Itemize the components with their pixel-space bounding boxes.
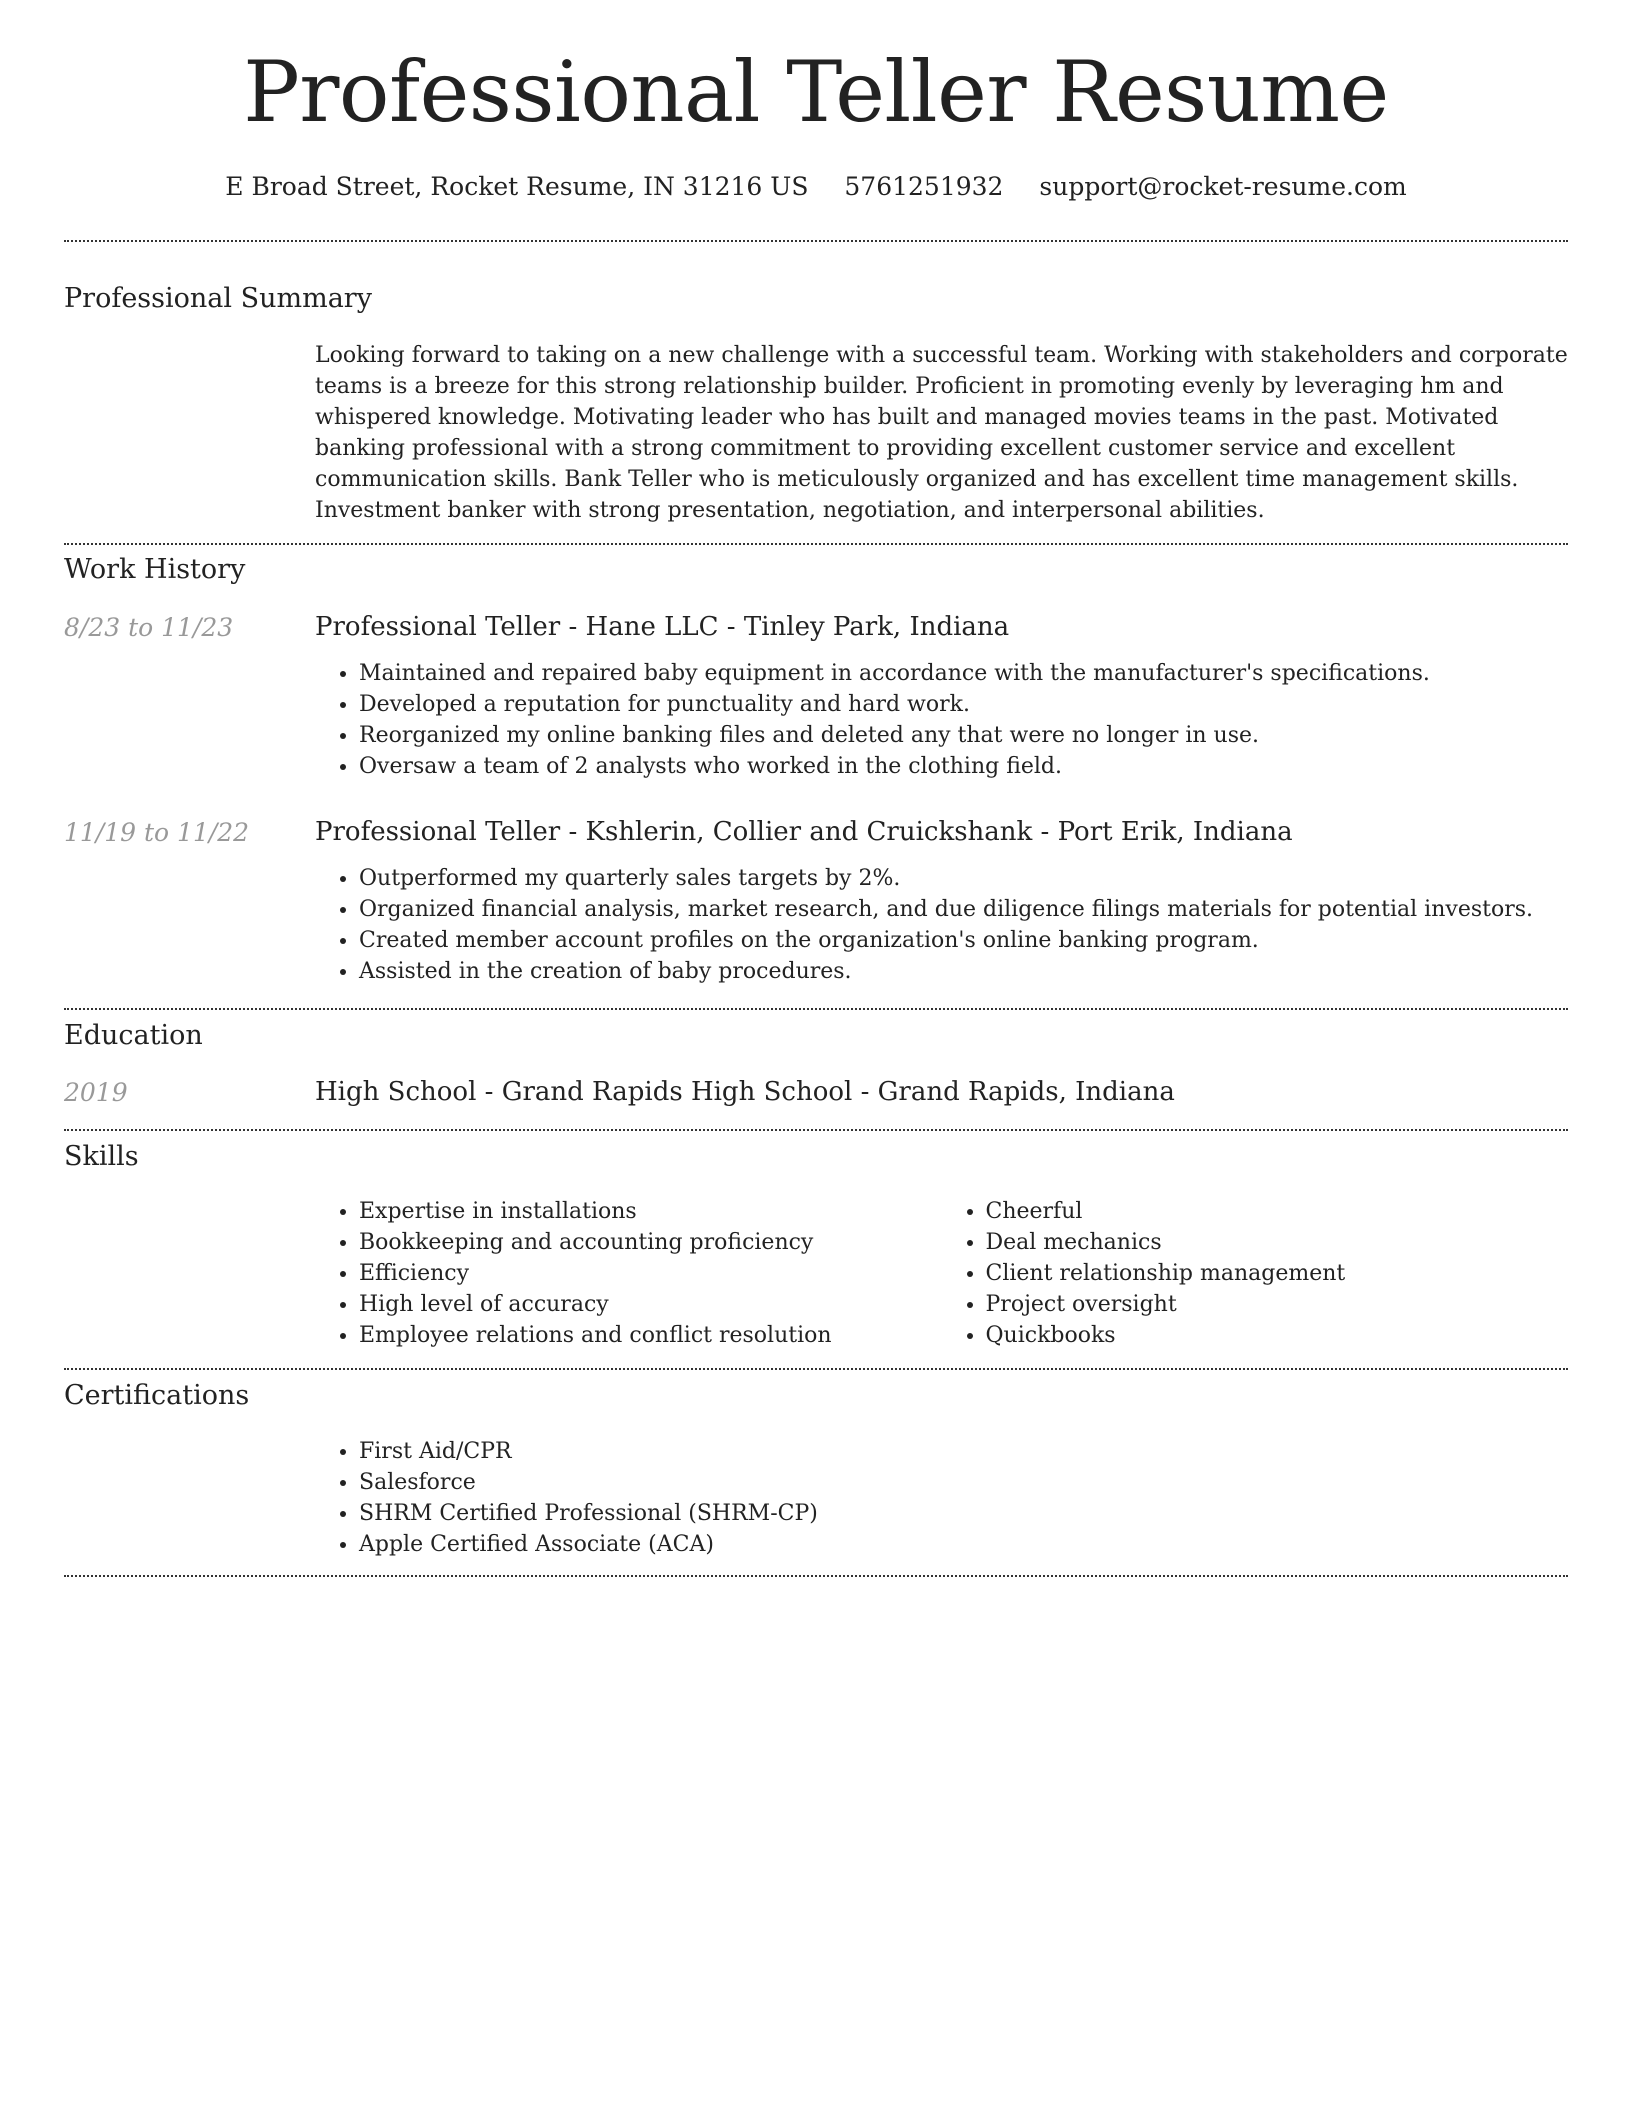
job-bullet: • Oversaw a team of 2 analysts who worked in the clothing field. — [359, 751, 1568, 782]
job-dates: 11/19 to 11/22 — [64, 818, 250, 847]
skills-list-left — [315, 1196, 942, 1351]
skill-item: • Employee relations and conflict resolution — [359, 1320, 942, 1351]
education-entry — [315, 1077, 1568, 1107]
education-line — [315, 1077, 1568, 1107]
job-bullet: • Organized financial analysis, market research, and due diligence filings materials for potential investors. — [359, 894, 1568, 925]
contact-email: support@rocket-resume.com — [1039, 172, 1407, 201]
job-details: - Kshlerin, Collier and Cruickshank - Port Erik, Indiana — [560, 817, 1293, 847]
job-details: - Hane LLC - Tinley Park, Indiana — [560, 612, 1010, 642]
skill-item: • Cheerful — [986, 1196, 1569, 1227]
education-degree: High School — [315, 1077, 477, 1107]
divider — [64, 1368, 1568, 1370]
summary-text: Looking forward to taking on a new challenge with a successful team. Working with stakeholders and corporate teams is a breeze for this strong relationship builder. Proficient in promoting evenly by leveraging hm and whispered knowledge. Motivating leader who has built and managed movies teams in the past. Motivated banking professional with a strong commitment to providing excellent customer service and excellent communication skills. Bank Teller who is meticulously organized and has excellent time management skills. Investment banker with strong presentation, negotiation, and interpersonal abilities. — [315, 343, 1568, 523]
certifications-list — [315, 1436, 1568, 1560]
skill-item: • Quickbooks — [986, 1320, 1569, 1351]
job-bullets — [315, 658, 1568, 782]
divider — [64, 240, 1568, 242]
skill-item: • Bookkeeping and accounting proficiency — [359, 1227, 942, 1258]
job-bullet: • Maintained and repaired baby equipment in accordance with the manufacturer's specifications. — [359, 658, 1568, 689]
certification-item: • SHRM Certified Professional (SHRM-CP) — [359, 1498, 1568, 1529]
job-bullet: • Developed a reputation for punctuality and hard work. — [359, 689, 1568, 720]
divider — [64, 543, 1568, 545]
certification-item: • Apple Certified Associate (ACA) — [359, 1529, 1568, 1560]
divider — [64, 1129, 1568, 1131]
section-title-certifications: Certifications — [64, 1380, 250, 1411]
job-bullet: • Outperformed my quarterly sales targets by 2%. — [359, 863, 1568, 894]
divider — [64, 1575, 1568, 1577]
job-title-line — [315, 817, 1568, 847]
job-title-line — [315, 612, 1568, 642]
job-dates: 8/23 to 11/23 — [64, 613, 234, 642]
section-title-education: Education — [64, 1020, 203, 1051]
resume-header — [0, 0, 1632, 201]
resume-name: Professional Teller Resume — [243, 43, 1389, 141]
job-role: Professional Teller — [315, 612, 561, 642]
job-bullets — [315, 863, 1568, 987]
job-role: Professional Teller — [315, 817, 561, 847]
job-bullet: • Assisted in the creation of baby procedures. — [359, 956, 1568, 987]
certification-item: • First Aid/CPR — [359, 1436, 1568, 1467]
job-entry — [315, 612, 1568, 782]
skill-item: • Deal mechanics — [986, 1227, 1569, 1258]
education-details: - Grand Rapids High School - Grand Rapids, Indiana — [476, 1077, 1175, 1107]
skill-item: • Client relationship management — [986, 1258, 1569, 1289]
section-title-skills: Skills — [64, 1141, 139, 1172]
skill-item: • Efficiency — [359, 1258, 942, 1289]
certifications-block — [315, 1436, 1568, 1560]
contact-address: E Broad Street, Rocket Resume, IN 31216 US — [225, 172, 809, 201]
job-entry — [315, 817, 1568, 987]
section-title-work-history: Work History — [64, 554, 246, 585]
certification-item: • Salesforce — [359, 1467, 1568, 1498]
skill-item: • Expertise in installations — [359, 1196, 942, 1227]
education-year: 2019 — [64, 1078, 128, 1107]
contact-line — [0, 172, 1632, 201]
skill-item: • High level of accuracy — [359, 1289, 942, 1320]
section-title-summary: Professional Summary — [64, 283, 372, 314]
skills-grid — [315, 1196, 1568, 1351]
skills-list-right — [942, 1196, 1569, 1351]
skills-block — [315, 1196, 1568, 1351]
job-bullet: • Reorganized my online banking files and deleted any that were no longer in use. — [359, 720, 1568, 751]
summary-block — [315, 340, 1568, 526]
job-bullet: • Created member account profiles on the organization's online banking program. — [359, 925, 1568, 956]
skill-item: • Project oversight — [986, 1289, 1569, 1320]
contact-phone: 5761251932 — [844, 172, 1004, 201]
divider — [64, 1008, 1568, 1010]
